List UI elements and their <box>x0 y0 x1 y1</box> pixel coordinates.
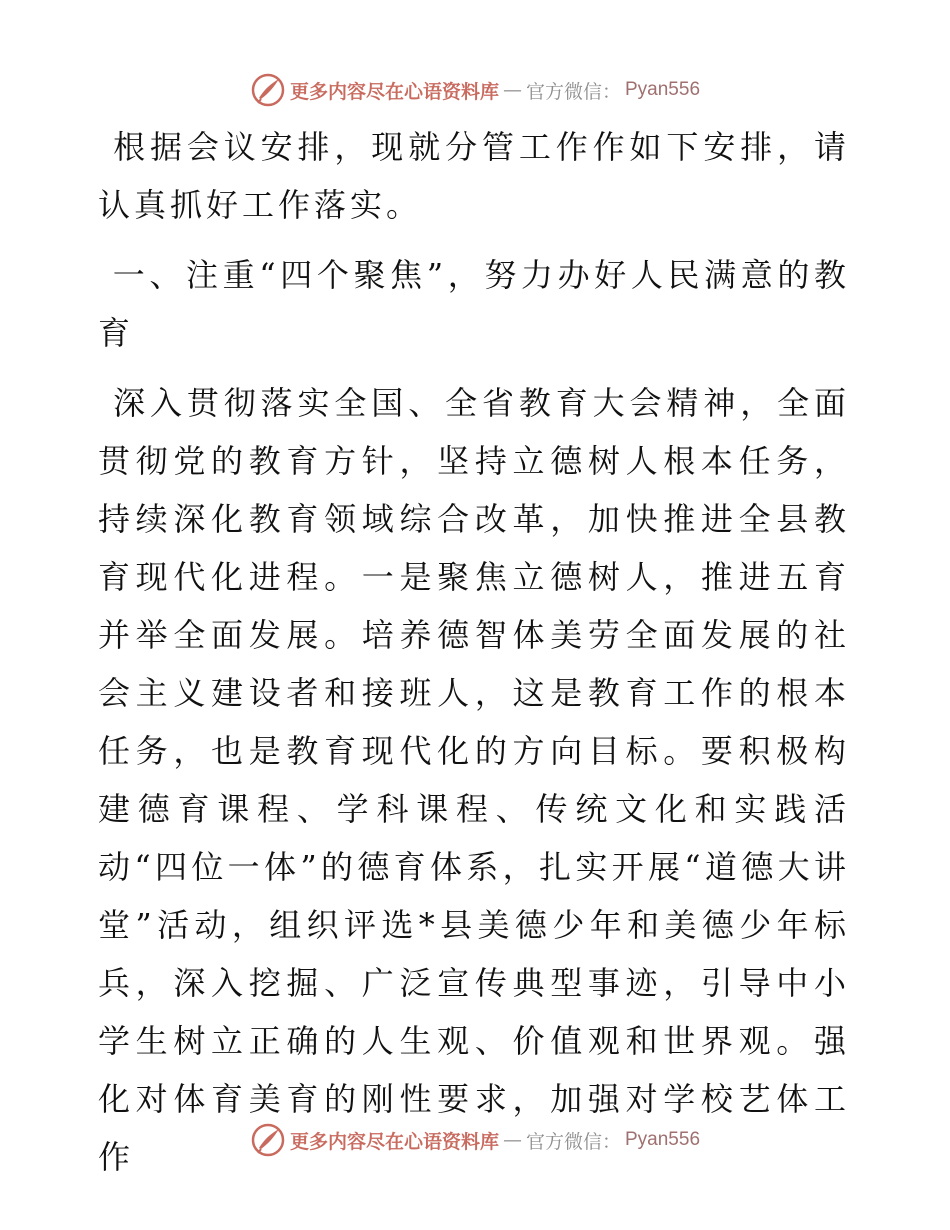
watermark-separator: — <box>502 1129 522 1151</box>
quill-badge-icon <box>250 72 286 108</box>
watermark-separator: — <box>502 79 522 101</box>
watermark-site-text: 更多内容尽在心语资料库 <box>289 1130 499 1153</box>
paragraph-body: 深入贯彻落实全国、全省教育大会精神，全面贯彻党的教育方针，坚持立德树人根本任务，持续深化教育领域综合改革，加快推进全县教育现代化进程。一是聚焦立德树人，推进五育并举全面发展。培养德智体美劳全面发展的社会主义建设者和接班人，这是教育工作的根本任务，也是教育现代化的方向目标。要积极构建德育课程、学科课程、传统文化和实践活动“四位一体”的德育体系，扎实开展“道德大讲堂”活动，组织评选*县美德少年和美德少年标兵，深入挖掘、广泛宣传典型事迹，引导中小学生树立正确的人生观、价值观和世界观。强化对体育美育的刚性要求，加强对学校艺体工作 <box>98 384 850 1176</box>
watermark-wechat-id: Pyan556 <box>625 79 701 100</box>
footer-watermark <box>0 1120 950 1160</box>
paragraph-intro: 根据会议安排，现就分管工作作如下安排，请认真抓好工作落实。 <box>98 128 850 224</box>
header-watermark <box>0 70 950 110</box>
section-heading: 一、注重“四个聚焦”，努力办好人民满意的教育 <box>98 256 850 352</box>
watermark-wechat-id: Pyan556 <box>625 1129 701 1150</box>
watermark-official-label: 官方微信： <box>525 80 621 103</box>
quill-badge-icon <box>250 1122 286 1158</box>
document-body <box>98 118 850 1186</box>
watermark-official-label: 官方微信： <box>525 1130 621 1153</box>
watermark-site-text: 更多内容尽在心语资料库 <box>289 80 499 103</box>
